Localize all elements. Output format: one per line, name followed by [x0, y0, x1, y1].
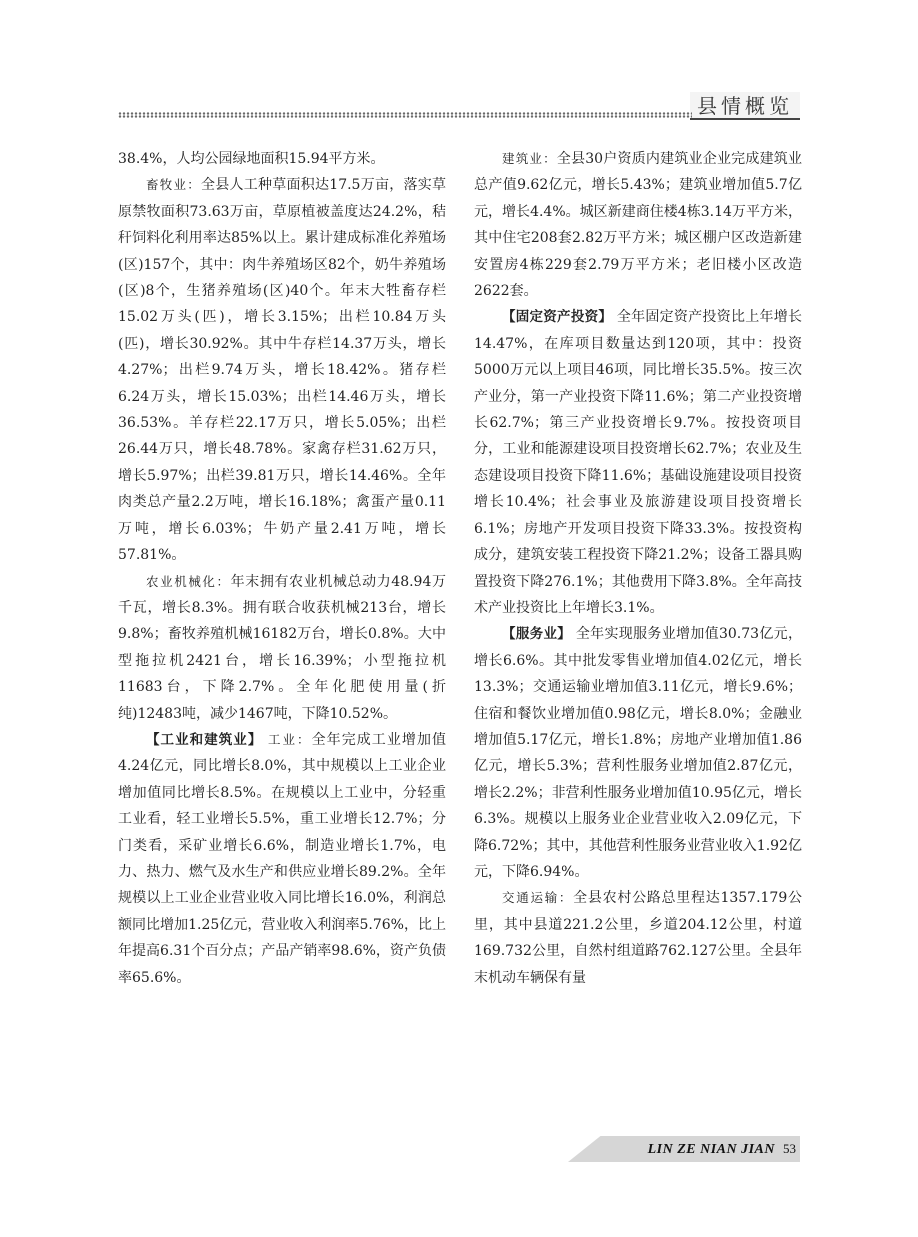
subheading: 工业：: [267, 731, 312, 747]
left-column: [118, 146, 446, 991]
subheading: 交通运输：: [502, 890, 574, 906]
section-heading: 【工业和建筑业】: [146, 731, 263, 748]
subheading: 建筑业：: [502, 151, 557, 166]
subheading: 农业机械化：: [146, 573, 231, 589]
paragraph: 38.4%，人均公园绿地面积15.94平方米。: [118, 151, 385, 167]
paragraph-services: 【服务业】 全年实现服务业增加值30.73亿元，增长6.6%。其中批发零售业增加值4.02亿元，增长13.3%；交通运输业增加值3.11亿元，增长9.6%；住宿和餐饮业增加值0.98亿元，增长8.0%；金融业增加值5.17亿元，增长1.8%；房地产业增加值1.86亿元，增长5.3%；营利性服务业增加值2.87亿元，增长2.2%；非营利性服务业增加值10.95亿元，增长6.3%。规模以上服务业企业营业收入2.09亿元，下降6.72%；其中，其他营利性服务业营业收入1.92亿元，下降6.94%。: [474, 626, 802, 880]
paragraph-fixed-investment: 【固定资产投资】 全年固定资产投资比上年增长14.47%，在库项目数量达到120项，其中：投资5000万元以上项目46项，同比增长35.5%。按三次产业分，第一产业投资下降11.6%；第二产业投资增长62.7%；第三产业投资增长9.7%。按投资项目分，工业和能源建设项目投资增长62.7%；农业及生态建设项目投资下降11.6%；基础设施建设项目投资增长10.4%；社会事业及旅游建设项目投资增长6.1%；房地产开发项目投资下降33.3%。按投资构成分，建筑安装工程投资下降21.2%；设备工器具购置投资下降276.1%；其他费用下降3.8%。全年高技术产业投资比上年增长3.1%。: [474, 309, 803, 616]
paragraph-animal-husbandry: 畜牧业：全县人工种草面积达17.5万亩，落实草原禁牧面积73.63万亩，草原植被盖度达24.2%，秸秆饲料化利用率达85%以上。累计建成标准化养殖场(区)157个，其中：肉牛养殖场区82个，奶牛养殖场(区)8个，生猪养殖场(区)40个。年末大牲畜存栏15.02万头(匹)，增长3.15%；出栏10.84万头(匹)，增长30.92%。其中牛存栏14.37万头，增长4.27%；出栏9.74万头，增长18.42%。猪存栏6.24万头，增长15.03%；出栏14.46万头，增长36.53%。羊存栏22.17万只，增长5.05%；出栏26.44万只，增长48.78%。家禽存栏31.62万只，增长5.97%；出栏39.81万只，增长14.46%。全年肉类总产量2.2万吨，增长16.18%；禽蛋产量0.11万吨，增长6.03%；牛奶产量2.41万吨，增长57.81%。: [118, 177, 446, 564]
paragraph-construction: 建筑业：全县30户资质内建筑业企业完成建筑业总产值9.62亿元，增长5.43%；建筑业增加值5.7亿元，增长4.4%。城区新建商住楼4栋3.14万平方米，其中住宅208套2.82万平方米；城区棚户区改造新建安置房4栋229套2.79万平方米；老旧楼小区改造2622套。: [474, 151, 802, 300]
header-dotted-rule: [118, 112, 692, 118]
right-column: [474, 146, 802, 991]
page-number: 53: [783, 1141, 796, 1156]
journal-name: LIN ZE NIAN JIAN: [647, 1142, 775, 1157]
paragraph-agri-mechanization: 农业机械化：年末拥有农业机械总动力48.94万千瓦，增长8.3%。拥有联合收获机械213台，增长9.8%；畜牧养殖机械16182万台，增长0.8%。大中型拖拉机2421台，增长16.39%；小型拖拉机11683台，下降2.7%。全年化肥使用量(折纯)12483吨，减少1467吨，下降10.52%。: [118, 573, 446, 722]
paragraph-industry: 【工业和建筑业】 工业：全年完成工业增加值4.24亿元，同比增长8.0%，其中规模以上工业企业增加值同比增长8.5%。在规模以上工业中，分轻重工业看，轻工业增长5.5%，重工业增长12.7%；分门类看，采矿业增长6.6%，制造业增长1.7%，电力、热力、燃气及水生产和供应业增长89.2%。全年规模以上工业企业营业收入同比增长16.0%，利润总额同比增加1.25亿元，营业收入利润率5.76%，比上年提高6.31个百分点；产品产销率98.6%，资产负债率65.6%。: [118, 731, 447, 986]
section-heading: 【服务业】: [502, 626, 572, 643]
section-heading: 【固定资产投资】: [502, 309, 613, 326]
paragraph-transport: 交通运输：全县农村公路总里程达1357.179公里，其中县道221.2公里，乡道204.12公里，村道169.732公里，自然村组道路762.127公里。全县年末机动车辆保有量: [474, 890, 802, 986]
header-title: 县情概览: [690, 92, 800, 120]
footer: [648, 1136, 800, 1162]
subheading: 畜牧业：: [146, 177, 202, 193]
header-rule-end: [690, 118, 800, 120]
